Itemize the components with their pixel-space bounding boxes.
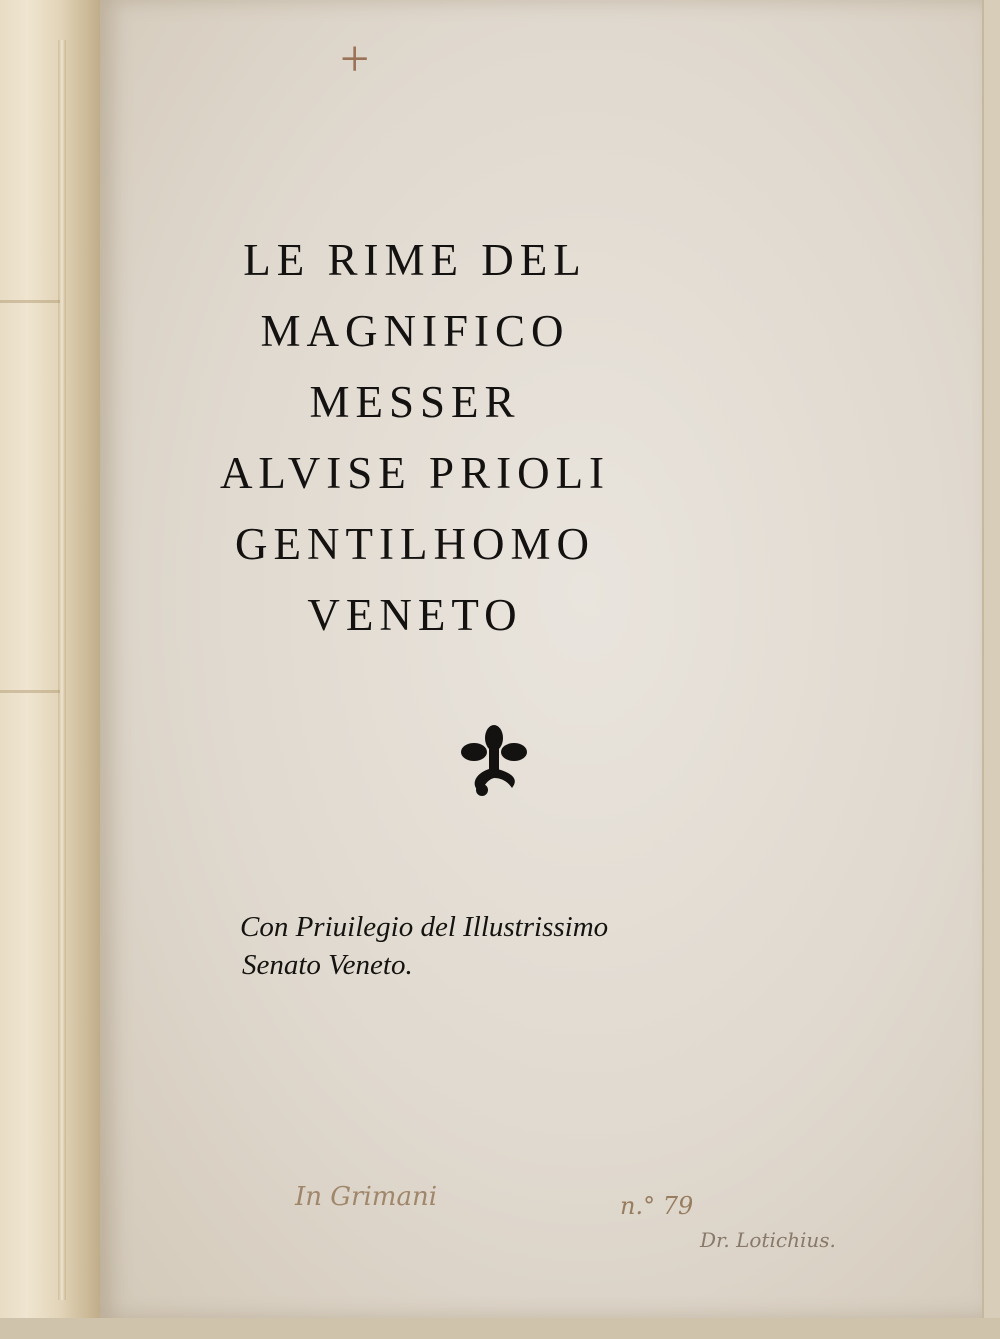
binding-crease <box>0 300 60 303</box>
privilege-line: Senato Veneto. <box>242 949 413 981</box>
book-spine-binding <box>0 0 111 1339</box>
fleuron-icon <box>458 718 530 798</box>
title-line: VENETO <box>307 590 523 640</box>
title-page <box>100 0 984 1320</box>
manuscript-signature-note: Dr. Lotichius. <box>700 1228 836 1252</box>
binding-crease <box>0 690 60 693</box>
page-bottom-edge <box>0 1318 1000 1339</box>
manuscript-number-note: n.° 79 <box>620 1192 694 1220</box>
title-line: MESSER <box>309 377 521 427</box>
title-line: LE RIME DEL <box>243 235 587 285</box>
title-block <box>210 225 620 651</box>
privilege-notice <box>240 908 680 984</box>
title-line: ALVISE PRIOLI <box>219 448 611 498</box>
title-line: MAGNIFICO <box>260 306 570 356</box>
manuscript-provenance-note: In Grimani <box>295 1182 438 1212</box>
title-line: GENTILHOMO <box>235 519 595 569</box>
manuscript-top-mark: + <box>340 31 370 88</box>
privilege-line: Con Priuilegio del Illustrissimo <box>240 911 609 943</box>
